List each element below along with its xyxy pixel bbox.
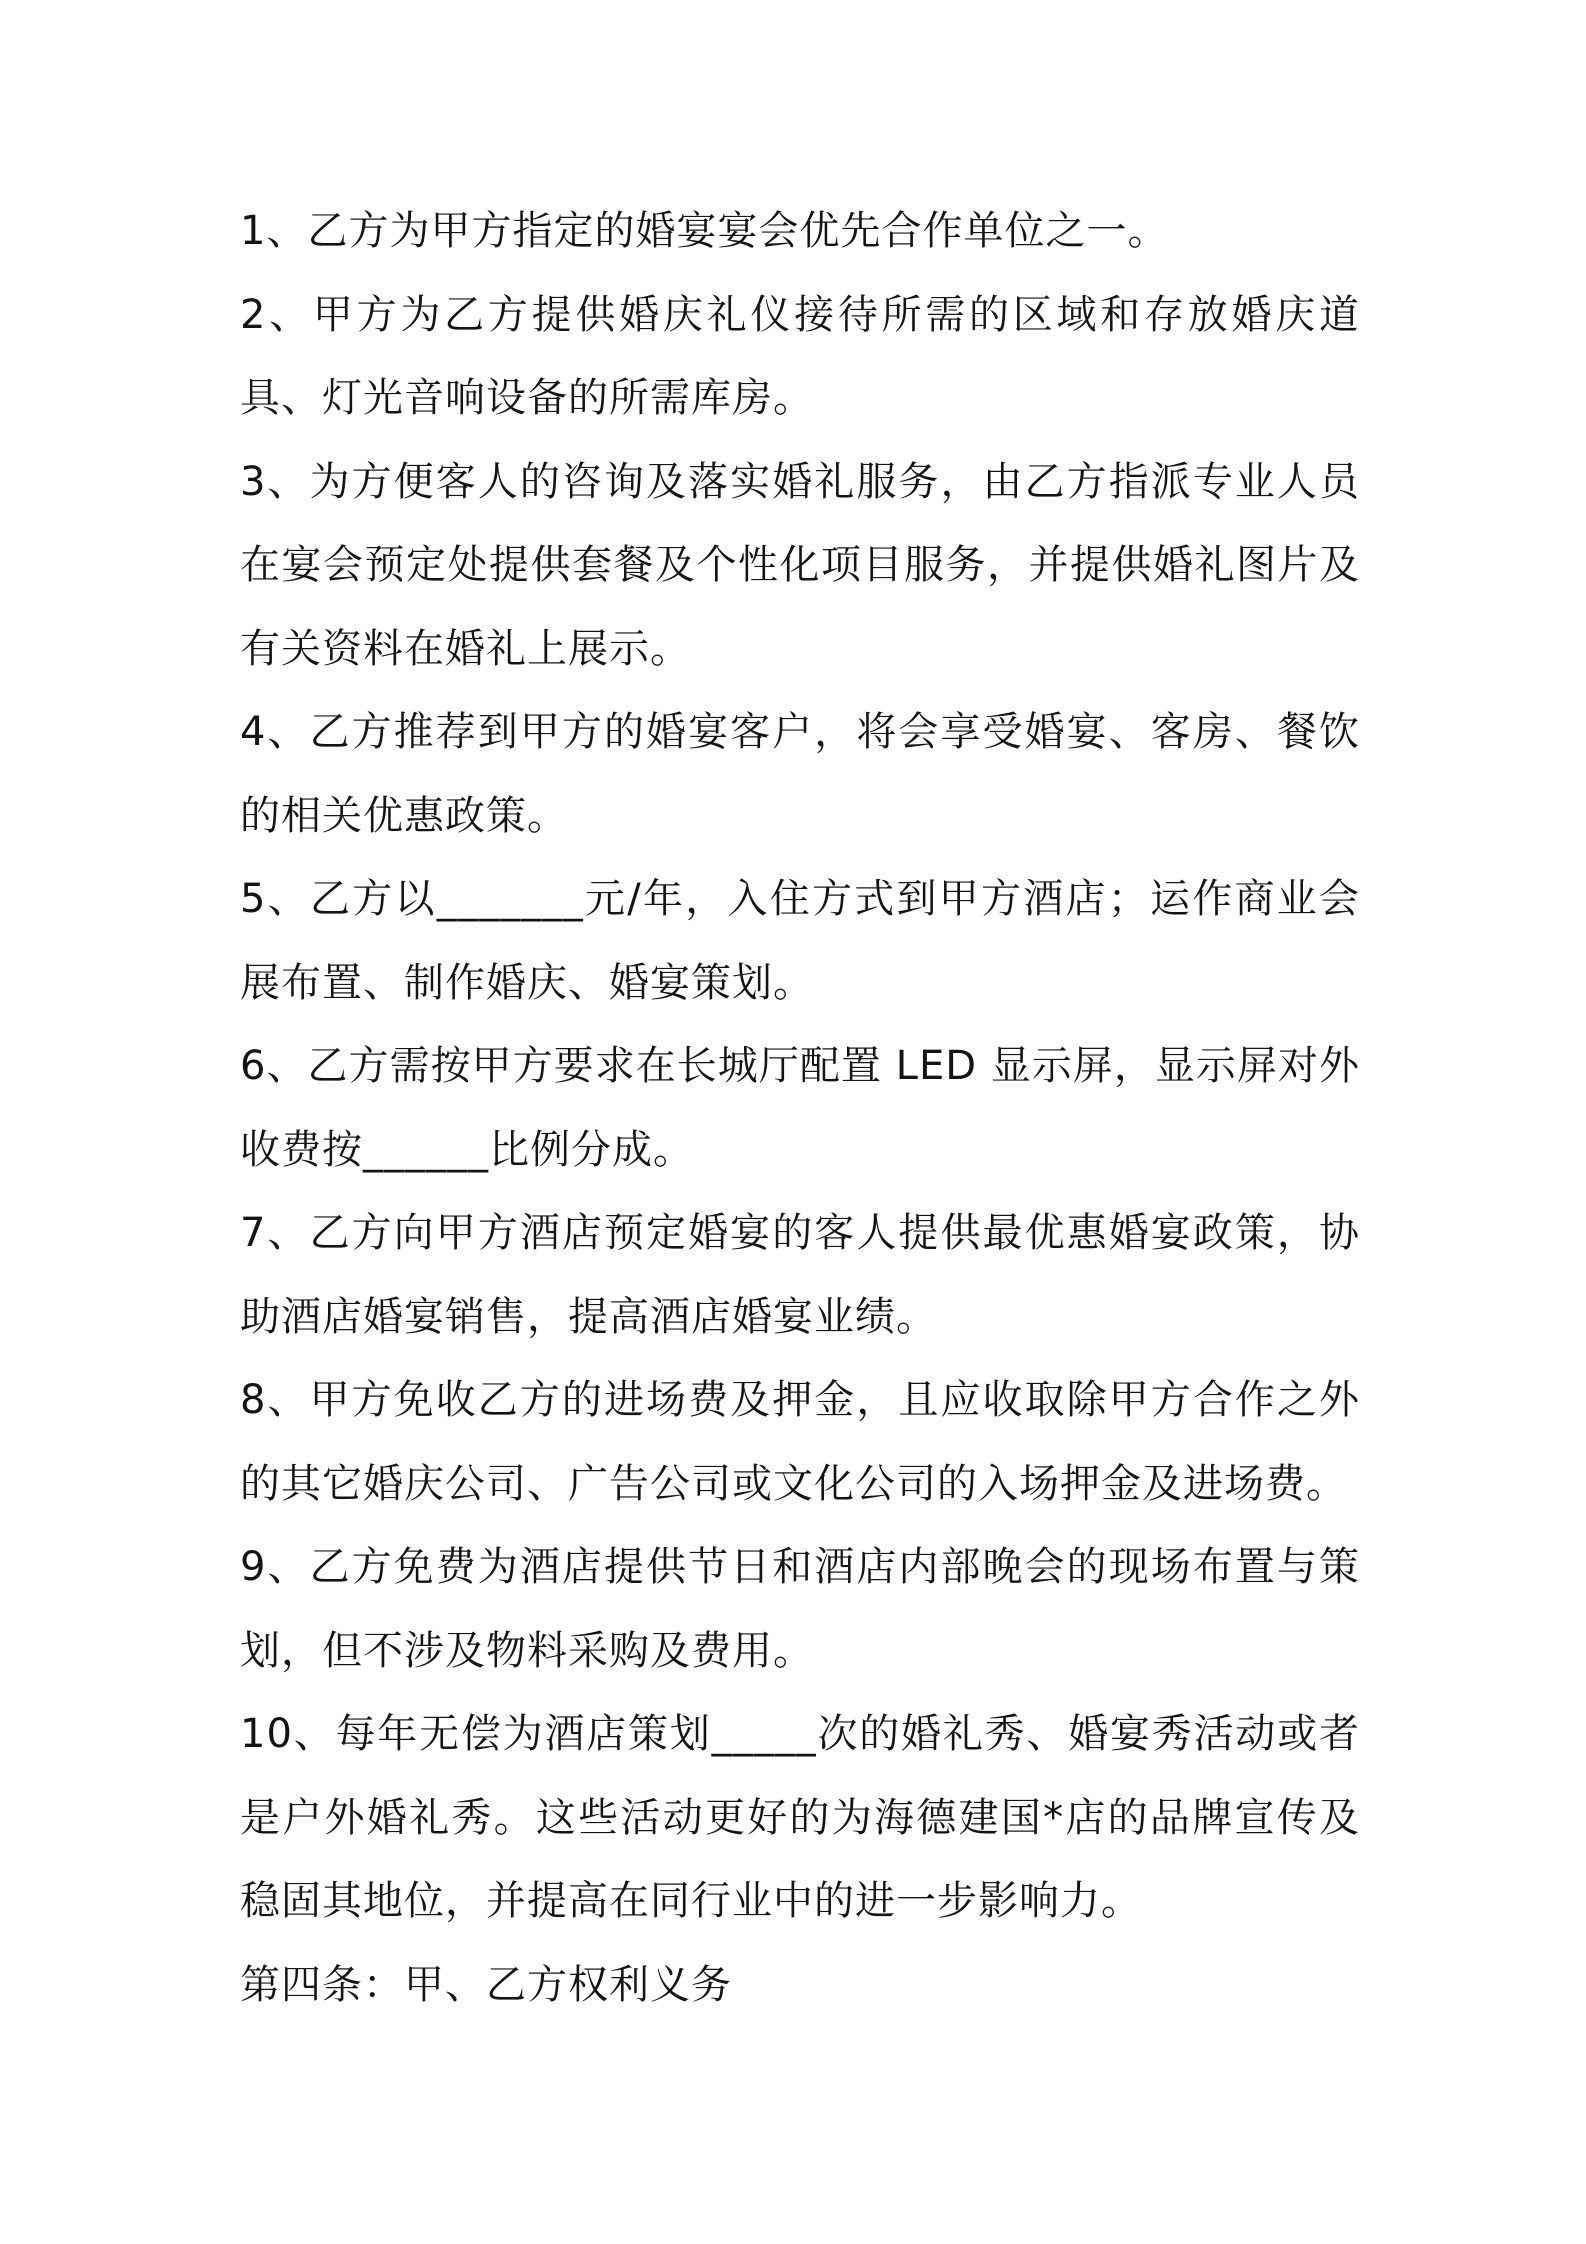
section-heading: 第四条：甲、乙方权利义务 [240, 1961, 732, 2008]
clause-8: 8、甲方免收乙方的进场费及押金，且应收取除甲方合作之外的其它婚庆公司、广告公司或文化公司的入场押金及进场费。 [240, 1377, 1360, 1507]
clause-3: 3、为方便客人的咨询及落实婚礼服务，由乙方指派专业人员在宴会预定处提供套餐及个性化项目服务，并提供婚礼图片及有关资料在婚礼上展示。 [240, 458, 1360, 672]
clause-7: 7、乙方向甲方酒店预定婚宴的客人提供最优惠婚宴政策，协助酒店婚宴销售，提高酒店婚宴业绩。 [240, 1210, 1360, 1340]
clause-1: 1、乙方为甲方指定的婚宴宴会优先合作单位之一。 [240, 208, 1169, 254]
clause-4: 4、乙方推荐到甲方的婚宴客户，将会享受婚宴、客房、餐饮的相关优惠政策。 [240, 709, 1360, 839]
clause-10: 10、每年无偿为酒店策划_____次的婚礼秀、婚宴秀活动或者是户外婚礼秀。这些活动更好的为海德建国*店的品牌宣传及稳固其地位，并提高在同行业中的进一步影响力。 [240, 1711, 1360, 1924]
clause-2: 2、甲方为乙方提供婚庆礼仪接待所需的区域和存放婚庆道具、灯光音响设备的所需库房。 [240, 291, 1360, 421]
clause-9: 9、乙方免费为酒店提供节日和酒店内部晚会的现场布置与策划，但不涉及物料采购及费用。 [240, 1544, 1360, 1674]
clause-6: 6、乙方需按甲方要求在长城厅配置 LED 显示屏，显示屏对外收费按______比例分成。 [240, 1043, 1360, 1173]
document-body [240, 190, 1360, 2027]
clause-5: 5、乙方以_______元/年，入住方式到甲方酒店；运作商业会展布置、制作婚庆、婚宴策划。 [240, 876, 1360, 1006]
